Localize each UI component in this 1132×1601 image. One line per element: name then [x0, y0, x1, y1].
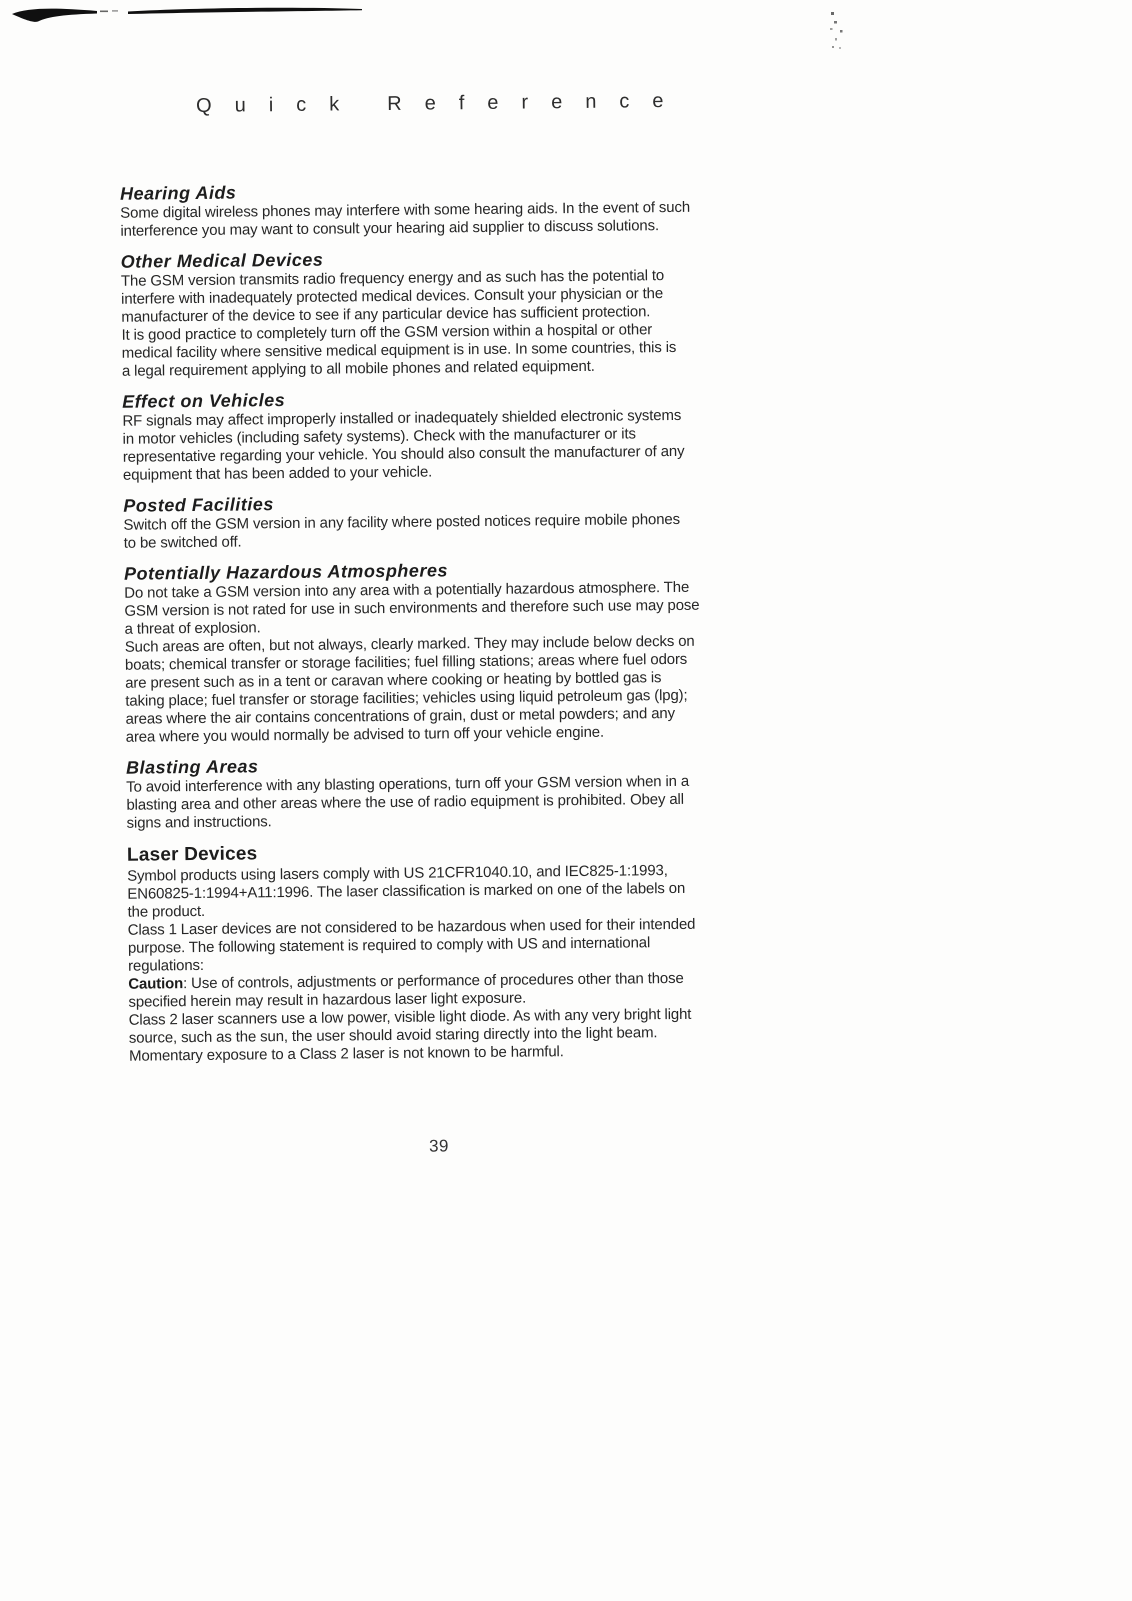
paragraph: Class 1 Laser devices are not considered to be hazardous when used for their intended purpose. The following statement is required to comply with US and international regulations: — [127, 915, 696, 975]
section-posted-facilities — [123, 488, 804, 553]
paragraph: RF signals may affect improperly installed or inadequately shielded electronic systems in motor vehicles (including safety systems). Check with the manufacturer or its representative regarding your vehicle. You should also consult the manufacturer of any equipment that has been added to your vehicle. — [122, 406, 685, 484]
paragraph: Symbol products using lasers comply with US 21CFR1040.10, and IEC825-1:1993, EN60825-1:1994+A11:1996. The laser classification is marked on one of the labels on the product. — [127, 862, 686, 921]
paragraph: The GSM version transmits radio frequency energy and as such has the potential to interfere with inadequately protected medical devices. Consult your physician or the manufacturer of the device to see if any particular device has sufficient protection. It is good practice to completely turn off the GSM version within a hospital or other medical facility where sensitive medical equipment is in use. In some countries, this is a legal requirement applying to all mobile phones and related equipment. — [120, 267, 677, 380]
paragraph: Do not take a GSM version into any area with a potentially hazardous atmosphere. The GSM version is not rated for use in such environments and therefore such use may pose a threat of explosion. — [124, 578, 700, 638]
document-body — [120, 176, 809, 1066]
page-title-word2: Reference — [387, 89, 687, 115]
caution-label: Caution — [128, 975, 184, 993]
section-heading: Effect on Vehicles — [122, 390, 286, 412]
paragraph: Class 2 laser scanners use a low power, visible light diode. As with any very bright light source, such as the sun, the user should avoid staring directly into the light beam. Momentary exposure to a Class 2 laser is not known to be harmful. — [128, 1005, 692, 1065]
section-blasting-areas — [126, 750, 807, 833]
paragraph: To avoid interference with any blasting operations, turn off your GSM version when in a blasting area and other areas where the use of radio equipment is prohibited. Obey all signs and instructions. — [126, 772, 690, 832]
paragraph: Switch off the GSM version in any facility where posted notices require mobile phones to be switched off. — [123, 510, 681, 552]
paragraph: Such areas are often, but not always, clearly marked. They may include below decks on boats; chemical transfer or storage facilities; fuel filling stations; areas where fuel odors are present such as in a tent or caravan where cooking or heating by bottled gas is taking place; fuel transfer or storage facilities; vehicles using liquid petroleum gas (lpg); areas where the air contains concentrations of grain, dust or metal powders; and any area where you would normally be advised to turn off your vehicle engine. — [124, 632, 695, 746]
section-other-medical-devices — [121, 244, 802, 381]
section-potentially-hazardous-atmospheres — [124, 556, 806, 747]
section-heading: Laser Devices — [126, 843, 258, 866]
paragraph: Some digital wireless phones may interfere with some hearing aids. In the event of such interference you may want to consult your hearing aid supplier to discuss solutions. — [120, 198, 691, 240]
section-effect-on-vehicles — [122, 384, 803, 485]
page-title — [196, 90, 687, 118]
section-heading: Blasting Areas — [125, 756, 259, 778]
section-heading: Hearing Aids — [119, 182, 237, 204]
section-heading: Potentially Hazardous Atmospheres — [123, 560, 449, 584]
section-hearing-aids — [120, 176, 801, 241]
page-number: 39 — [428, 1136, 450, 1156]
caution-text: : Use of controls, adjustments or performance of procedures other than those specified herein may result in hazardous laser light exposure. — [128, 969, 684, 1011]
page-title-word1: Quick — [196, 93, 363, 117]
section-heading: Other Medical Devices — [120, 249, 324, 272]
section-laser-devices — [127, 837, 809, 1066]
section-heading: Posted Facilities — [123, 494, 274, 516]
